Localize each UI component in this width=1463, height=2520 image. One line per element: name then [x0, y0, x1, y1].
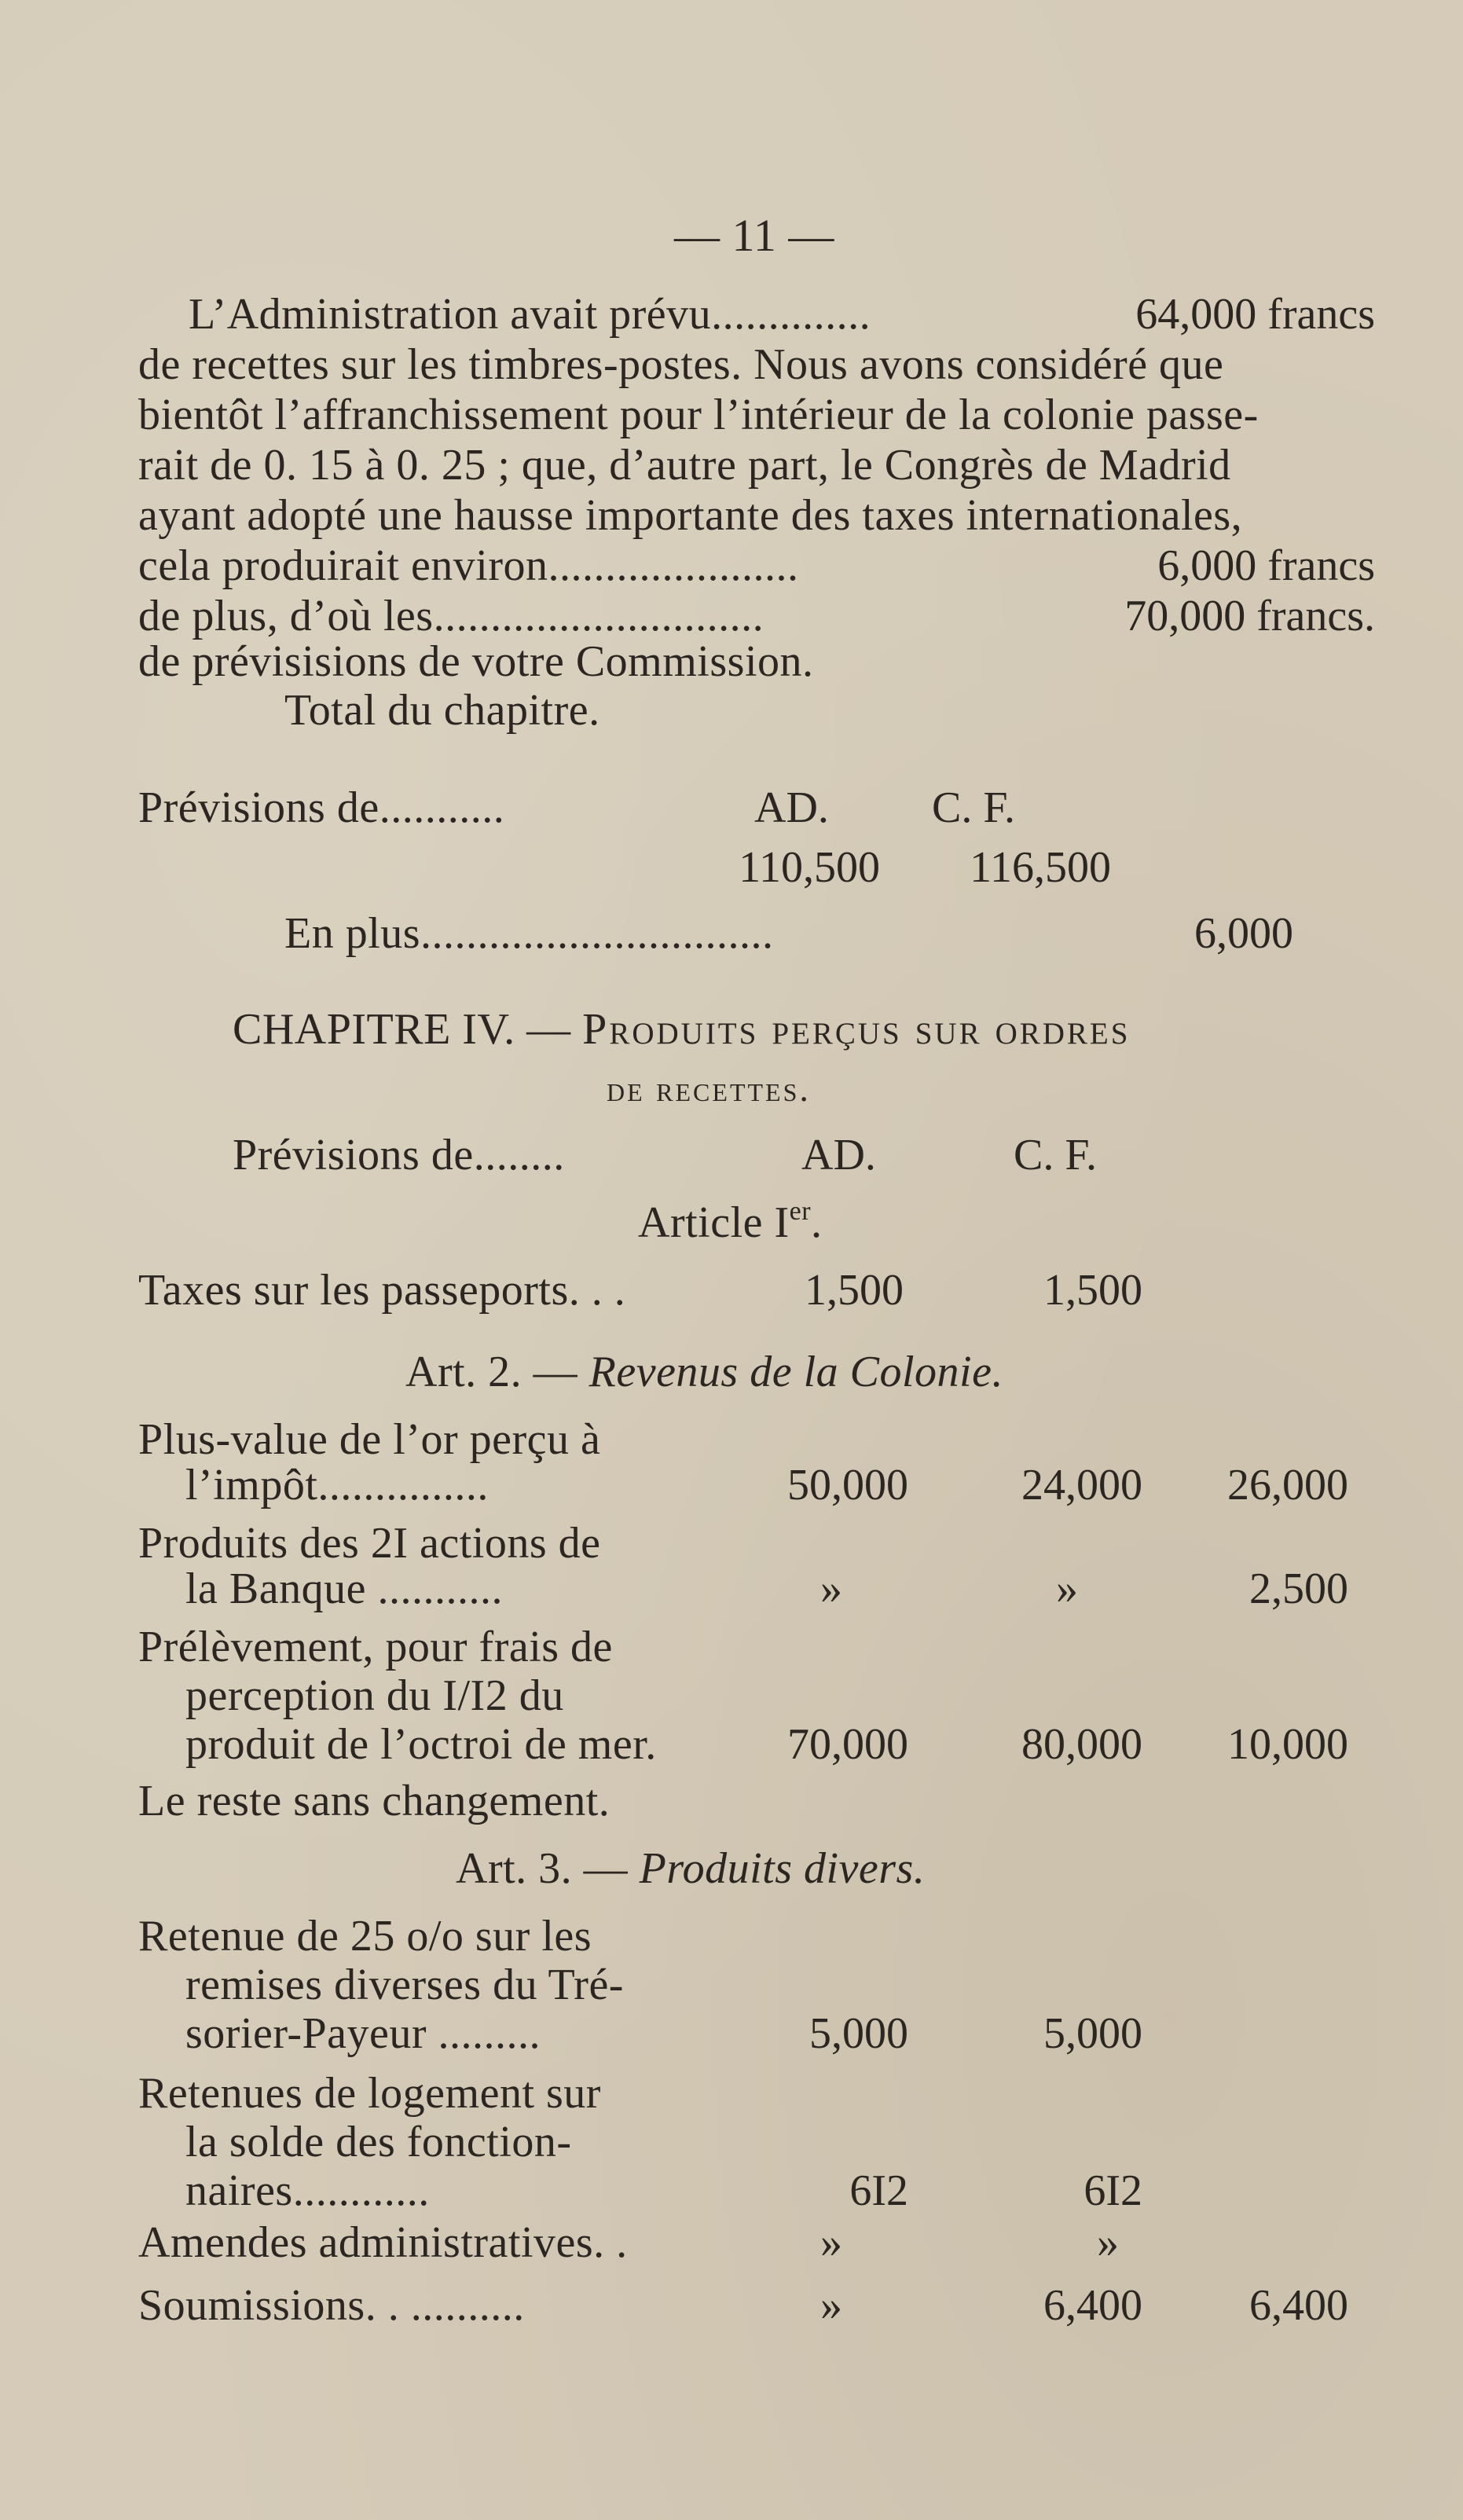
plus-value-line-1: Plus-value de l’or perçu à: [138, 1415, 601, 1464]
taxes-ad: 1,500: [805, 1266, 904, 1315]
chapter-4-heading: Produits perçus sur ordres: [582, 1005, 1131, 1054]
en-plus-label: En plus...............................: [284, 909, 774, 958]
amendes-ad: »: [820, 2218, 842, 2267]
plus-value-cf: 24,000: [1021, 1461, 1142, 1509]
intro-line-2: de recettes sur les timbres-postes. Nous avons considéré que: [138, 340, 1224, 389]
intro-line-9: Total du chapitre.: [284, 686, 600, 735]
amendes-line: Amendes administratives. .: [138, 2218, 628, 2267]
amendes-cf: »: [1097, 2218, 1119, 2267]
soumissions-cf: 6,400: [1043, 2281, 1142, 2330]
plus-value-line-2: l’impôt...............: [185, 1461, 489, 1509]
logement-ad: 6I2: [849, 2166, 908, 2215]
ch4-header-cf: C. F.: [1014, 1131, 1098, 1179]
page-number: — 11 —: [674, 210, 834, 261]
previsions-ad-value: 110,500: [739, 843, 880, 892]
soumissions-diff: 6,400: [1249, 2281, 1348, 2330]
intro-line-5: ayant adopté une hausse importante des taxes internationales,: [138, 491, 1243, 540]
taxes-label: Taxes sur les passeports. . .: [138, 1266, 626, 1315]
article-2-heading: Art. 2. — Revenus de la Colonie.: [405, 1348, 1003, 1396]
produits-cf: »: [1056, 1564, 1078, 1613]
header-ad: AD.: [754, 783, 829, 832]
intro-amount-1: 64,000 francs: [1135, 290, 1375, 339]
article-3-heading: Art. 3. — Produits divers.: [456, 1844, 926, 1893]
intro-amount-2: 6,000 francs: [1157, 541, 1375, 590]
previsions-label: Prévisions de...........: [138, 783, 505, 832]
produits-line-1: Produits des 2I actions de: [138, 1519, 601, 1568]
logement-line-3: naires............: [185, 2166, 430, 2215]
header-cf: C. F.: [932, 783, 1016, 832]
intro-line-3: bientôt l’affranchissement pour l’intérieur de la colonie passe-: [138, 391, 1259, 439]
logement-line-1: Retenues de logement sur: [138, 2069, 601, 2118]
chapter-4-number: CHAPITRE IV. —: [233, 1005, 583, 1054]
intro-amount-3: 70,000 francs.: [1124, 592, 1375, 640]
taxes-cf: 1,500: [1043, 1266, 1142, 1315]
intro-line-1: L’Administration avait prévu..............: [189, 290, 871, 339]
soumissions-ad: »: [820, 2281, 842, 2330]
prelevement-diff: 10,000: [1227, 1720, 1348, 1769]
prelevement-cf: 80,000: [1021, 1720, 1142, 1769]
prelevement-ad: 70,000: [787, 1720, 908, 1769]
produits-diff: 2,500: [1249, 1564, 1348, 1613]
chapter-4-title: [233, 1004, 1130, 1055]
intro-line-6: cela produirait environ......................: [138, 541, 799, 590]
intro-line-7: de plus, d’où les.............................: [138, 592, 764, 640]
ch4-header-ad: AD.: [801, 1131, 876, 1179]
chapter-4-subtitle: de recettes.: [607, 1069, 811, 1109]
plus-value-diff: 26,000: [1227, 1461, 1348, 1509]
soumissions-line: Soumissions. . ..........: [138, 2281, 525, 2330]
retenue-cf: 5,000: [1043, 2009, 1142, 2058]
previsions-cf-value: 116,500: [970, 843, 1111, 892]
plus-value-ad: 50,000: [787, 1461, 908, 1509]
prelevement-line-3: produit de l’octroi de mer.: [185, 1720, 657, 1769]
intro-line-4: rait de 0. 15 à 0. 25 ; que, d’autre part, le Congrès de Madrid: [138, 441, 1231, 490]
logement-cf: 6I2: [1084, 2166, 1142, 2215]
prelevement-line-1: Prélèvement, pour frais de: [138, 1623, 613, 1671]
produits-line-2: la Banque ...........: [185, 1564, 503, 1613]
reste-line: Le reste sans changement.: [138, 1777, 610, 1825]
ch4-previsions-label: Prévisions de........: [233, 1131, 565, 1179]
article-1-heading: Article Ier.: [638, 1197, 823, 1247]
produits-ad: »: [820, 1564, 842, 1613]
intro-line-8: de prévisisions de votre Commission.: [138, 637, 814, 686]
retenue-line-1: Retenue de 25 o/o sur les: [138, 1912, 592, 1961]
en-plus-value: 6,000: [1194, 909, 1293, 958]
retenue-ad: 5,000: [809, 2009, 908, 2058]
logement-line-2: la solde des fonction-: [185, 2118, 572, 2166]
retenue-line-2: remises diverses du Tré-: [185, 1961, 624, 2009]
prelevement-line-2: perception du I/I2 du: [185, 1671, 564, 1720]
retenue-line-3: sorier-Payeur .........: [185, 2009, 541, 2058]
